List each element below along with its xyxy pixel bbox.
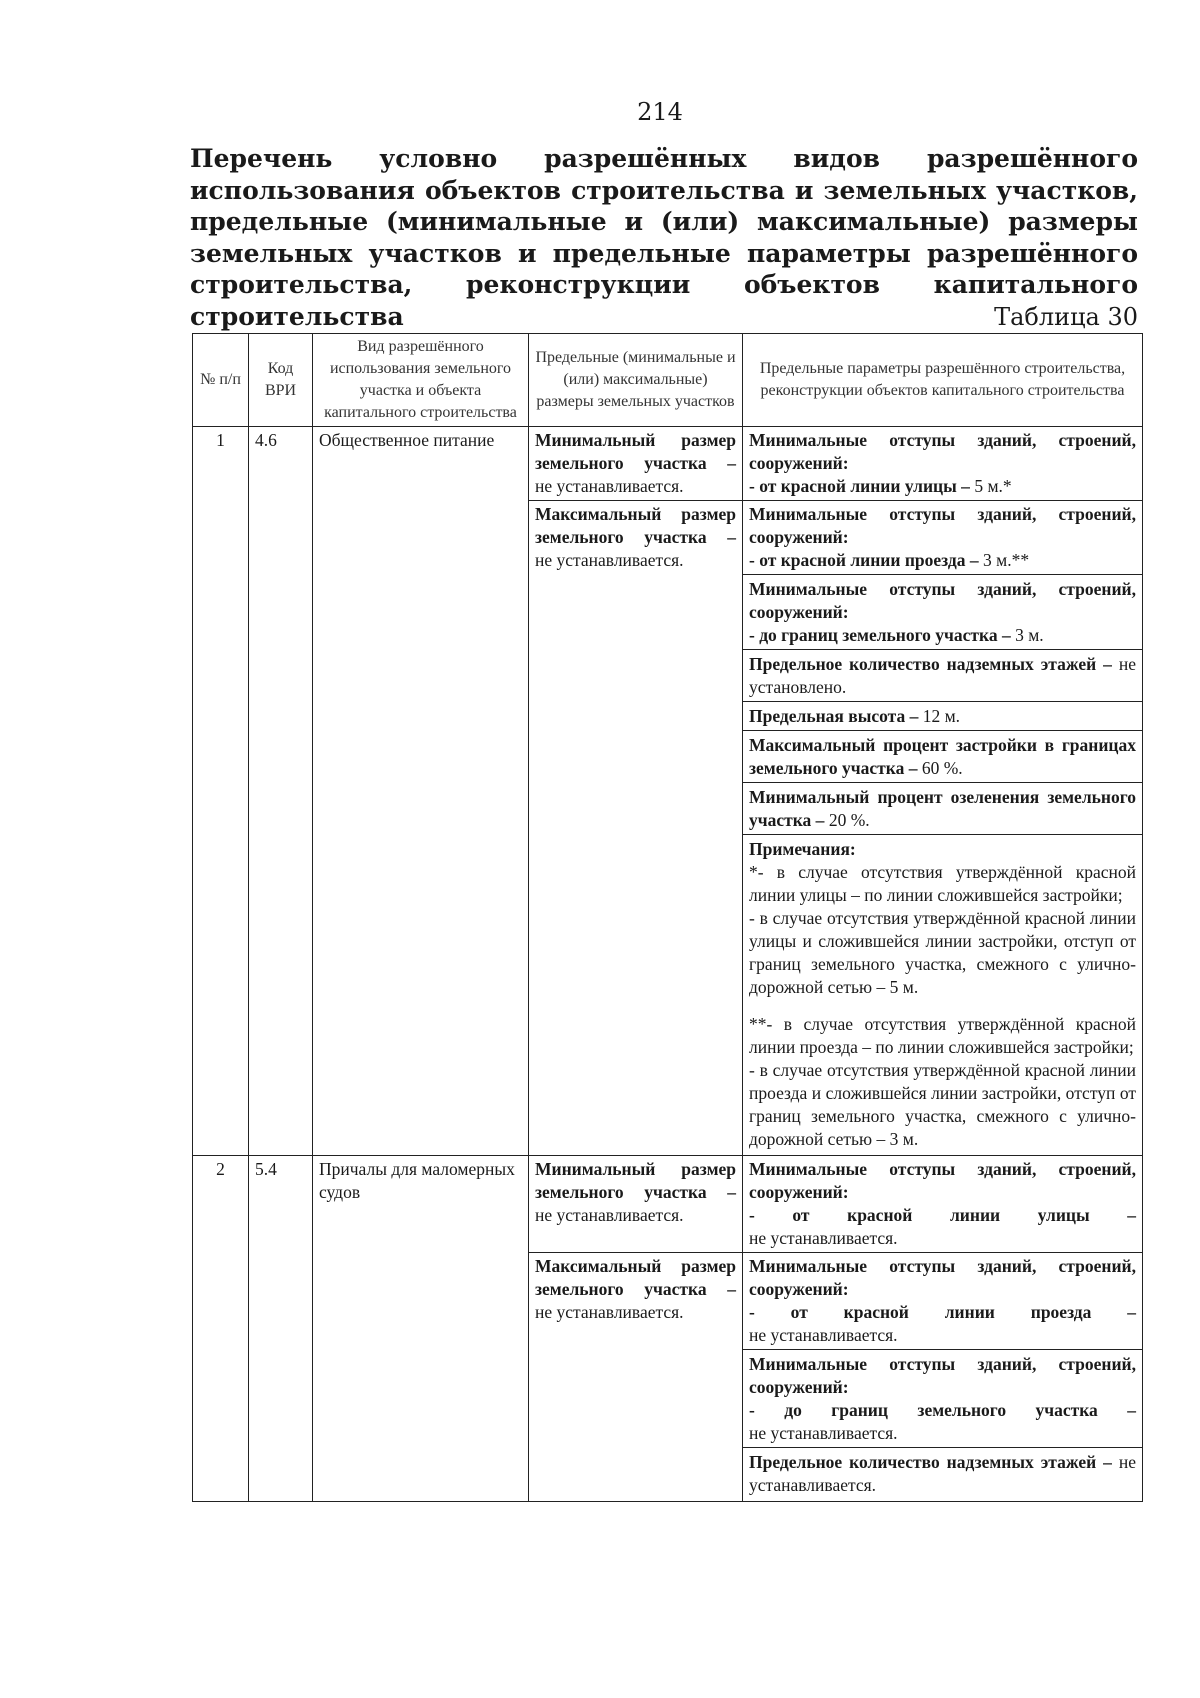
param-setback-value: 3 м.** xyxy=(983,550,1030,570)
regulations-table xyxy=(192,333,1143,1502)
param-floors-value: не установлено. xyxy=(749,654,1136,697)
table-row xyxy=(193,427,1143,501)
param-setback-line: - от красной линии проезда – xyxy=(749,550,979,570)
param-floors-label: Предельное количество надземных этажей – xyxy=(749,1452,1112,1472)
param-block xyxy=(743,782,1142,834)
param-setback-label: Минимальные отступы зданий, строений, сооружений: xyxy=(749,1256,1136,1299)
param-block xyxy=(743,1349,1142,1447)
param-setback-line: - от красной линии улицы – xyxy=(749,476,970,496)
note-text: - в случае отсутствия утверждённой красной линии улицы и сложившейся линии застройки, отступ от границ земельного участка, смежного с улично-дорожной сетью – 5 м. xyxy=(749,908,1136,997)
note-text: *- в случае отсутствия утверждённой красной линии улицы – по линии сложившейся застройки; xyxy=(749,862,1136,905)
row-code: 4.6 xyxy=(249,427,313,1156)
param-setback-line: - до границ земельного участка – xyxy=(749,1400,1136,1420)
max-size-cell xyxy=(529,1253,743,1502)
param-setback-value: не устанавливается. xyxy=(749,1325,898,1345)
table-row xyxy=(193,1156,1143,1253)
param-setback-value: не устанавливается. xyxy=(749,1228,898,1248)
note-text: **- в случае отсутствия утверждённой красной линии проезда – по линии сложившейся застройки; xyxy=(749,1014,1136,1057)
row-code: 5.4 xyxy=(249,1156,313,1502)
header-params: Предельные параметры разрешённого строительства, реконструкции объектов капитального строительства xyxy=(743,334,1143,427)
min-size-cell xyxy=(529,427,743,501)
param-setback-label: Минимальные отступы зданий, строений, сооружений: xyxy=(749,1159,1136,1202)
params-cell-1 xyxy=(743,1156,1143,1253)
row-use: Причалы для маломерных судов xyxy=(313,1156,529,1502)
max-size-value: не устанавливается. xyxy=(535,550,684,570)
param-block xyxy=(743,730,1142,782)
min-size-value: не устанавливается. xyxy=(535,476,684,496)
max-size-label: Максимальный размер земельного участка – xyxy=(535,504,736,547)
document-title: Перечень условно разрешённых видов разрешённого использования объектов строительства и земельных участков, предельные (минимальные и (или) максимальные) размеры земельных участков и предельные параметры разрешённого строительства, реконструкции объектов капитального строительства xyxy=(190,144,1138,331)
param-block xyxy=(743,1447,1142,1499)
param-setback-value: 3 м. xyxy=(1015,625,1044,645)
table-label: Таблица 30 xyxy=(994,303,1138,331)
min-size-cell xyxy=(529,1156,743,1253)
param-block xyxy=(743,701,1142,730)
notes-block xyxy=(743,834,1142,1153)
param-height-label: Предельная высота – xyxy=(749,706,919,726)
param-setback-value: 5 м.* xyxy=(974,476,1012,496)
param-setback-label: Минимальные отступы зданий, строений, сооружений: xyxy=(749,430,1136,473)
row-num: 1 xyxy=(193,427,249,1156)
params-cell-2 xyxy=(743,1253,1143,1502)
param-setback-line: - от красной линии проезда – xyxy=(749,1302,1136,1322)
param-greening-label: Минимальный процент озеленения земельного участка – xyxy=(749,787,1136,830)
page-number: 214 xyxy=(637,98,683,126)
row-use: Общественное питание xyxy=(313,427,529,1156)
notes-title: Примечания: xyxy=(749,839,856,859)
param-setback-value: не устанавливается. xyxy=(749,1423,898,1443)
min-size-label: Минимальный размер земельного участка – xyxy=(535,430,736,473)
param-block xyxy=(743,1255,1142,1349)
params-cell-1 xyxy=(743,427,1143,501)
max-size-value: не устанавливается. xyxy=(535,1302,684,1322)
param-floors-label: Предельное количество надземных этажей – xyxy=(749,654,1112,674)
param-setback-label: Минимальные отступы зданий, строений, сооружений: xyxy=(749,1354,1136,1397)
param-setback-label: Минимальные отступы зданий, строений, сооружений: xyxy=(749,579,1136,622)
param-coverage-value: 60 %. xyxy=(921,758,963,778)
header-code: Код ВРИ xyxy=(249,334,313,427)
param-setback-line: - до границ земельного участка – xyxy=(749,625,1011,645)
param-setback-line: - от красной линии улицы – xyxy=(749,1205,1136,1225)
param-block xyxy=(743,649,1142,701)
param-block xyxy=(743,503,1142,574)
header-size: Предельные (минимальные и (или) максимальные) размеры земельных участков xyxy=(529,334,743,427)
header-num: № п/п xyxy=(193,334,249,427)
param-greening-value: 20 %. xyxy=(828,810,870,830)
min-size-value: не устанавливается. xyxy=(535,1205,684,1225)
table-header-row xyxy=(193,334,1143,427)
params-cell-2 xyxy=(743,501,1143,1156)
max-size-cell xyxy=(529,501,743,1156)
row-num: 2 xyxy=(193,1156,249,1502)
param-height-value: 12 м. xyxy=(922,706,961,726)
max-size-label: Максимальный размер земельного участка – xyxy=(535,1256,736,1299)
param-coverage-label: Максимальный процент застройки в границах земельного участка – xyxy=(749,735,1136,778)
min-size-label: Минимальный размер земельного участка – xyxy=(535,1159,736,1202)
param-floors-value: не устанавливается. xyxy=(749,1452,1136,1495)
note-text: - в случае отсутствия утверждённой красной линии проезда и сложившейся линии застройки, отступ от границ земельного участка, смежного с улично-дорожной сетью – 3 м. xyxy=(749,1060,1136,1149)
param-setback-label: Минимальные отступы зданий, строений, сооружений: xyxy=(749,504,1136,547)
header-use: Вид разрешённого использования земельного участка и объекта капитального строительства xyxy=(313,334,529,427)
param-block xyxy=(743,574,1142,649)
